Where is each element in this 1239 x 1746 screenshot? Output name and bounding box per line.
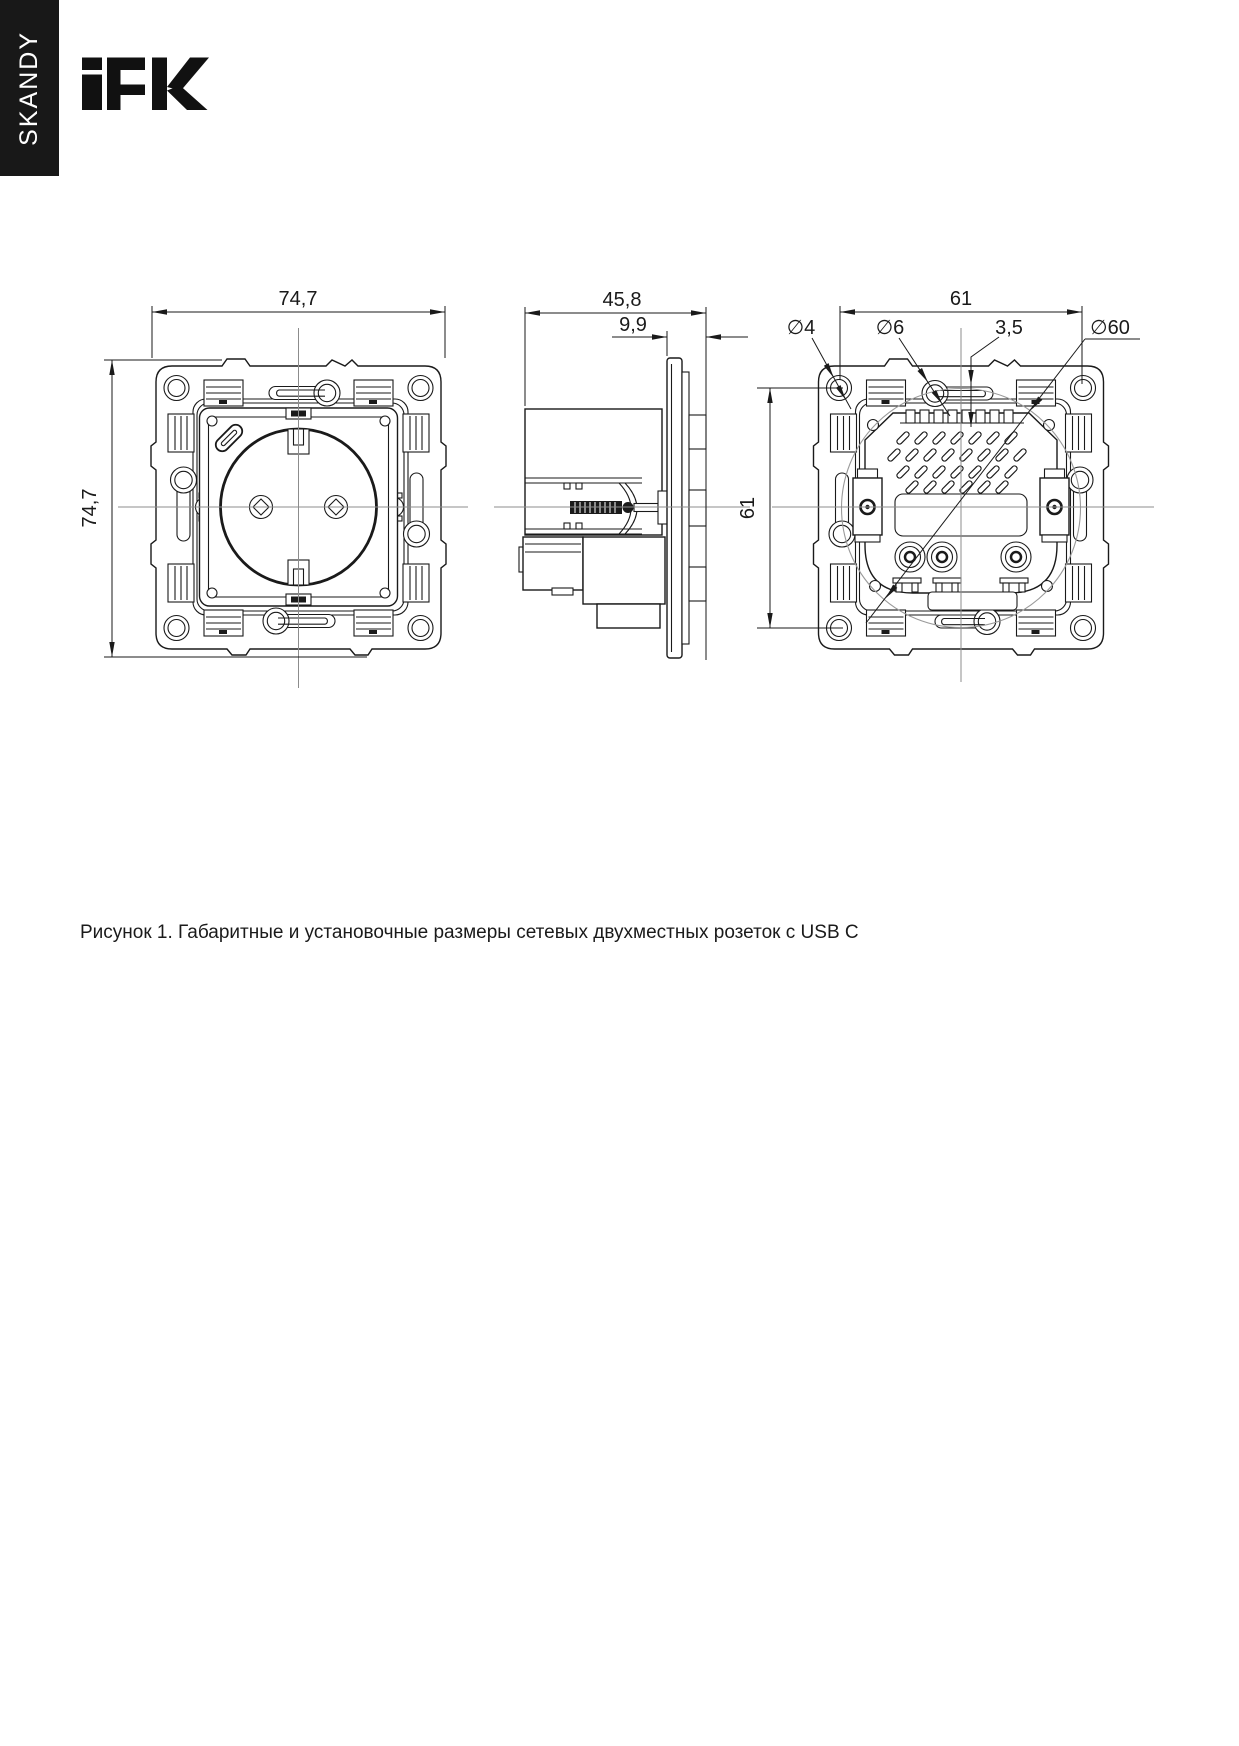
rear-clamp-right (1040, 469, 1069, 542)
dim-front-width-label: 74,7 (278, 288, 318, 310)
dim-box-diameter-label: ∅60 (1090, 317, 1130, 339)
dim-mount-hole-label: ∅4 (786, 317, 816, 339)
side-support-plate (667, 358, 706, 658)
dim-terminal-pitch-label: 3,5 (995, 317, 1023, 339)
side-body (519, 409, 665, 628)
rear-clamp-left (853, 469, 882, 542)
dim-side-depth-label: 45,8 (602, 289, 642, 311)
dim-rear-spacing-v-label: 61 (737, 496, 759, 520)
dim-side-protrusion (612, 314, 748, 356)
dim-rear-spacing-h-label: 61 (949, 288, 973, 310)
series-label: SKANDY (15, 30, 43, 146)
iek-logo (82, 58, 209, 111)
side-view (519, 358, 706, 658)
dim-front-height-label: 74,7 (79, 488, 101, 528)
dim-side-protrusion-label: 9,9 (619, 314, 647, 336)
dim-slot-hole-label: ∅6 (875, 317, 905, 339)
figure-caption: Рисунок 1. Габаритные и установочные размеры сетевых двухместных розеток с USB C (80, 922, 859, 943)
